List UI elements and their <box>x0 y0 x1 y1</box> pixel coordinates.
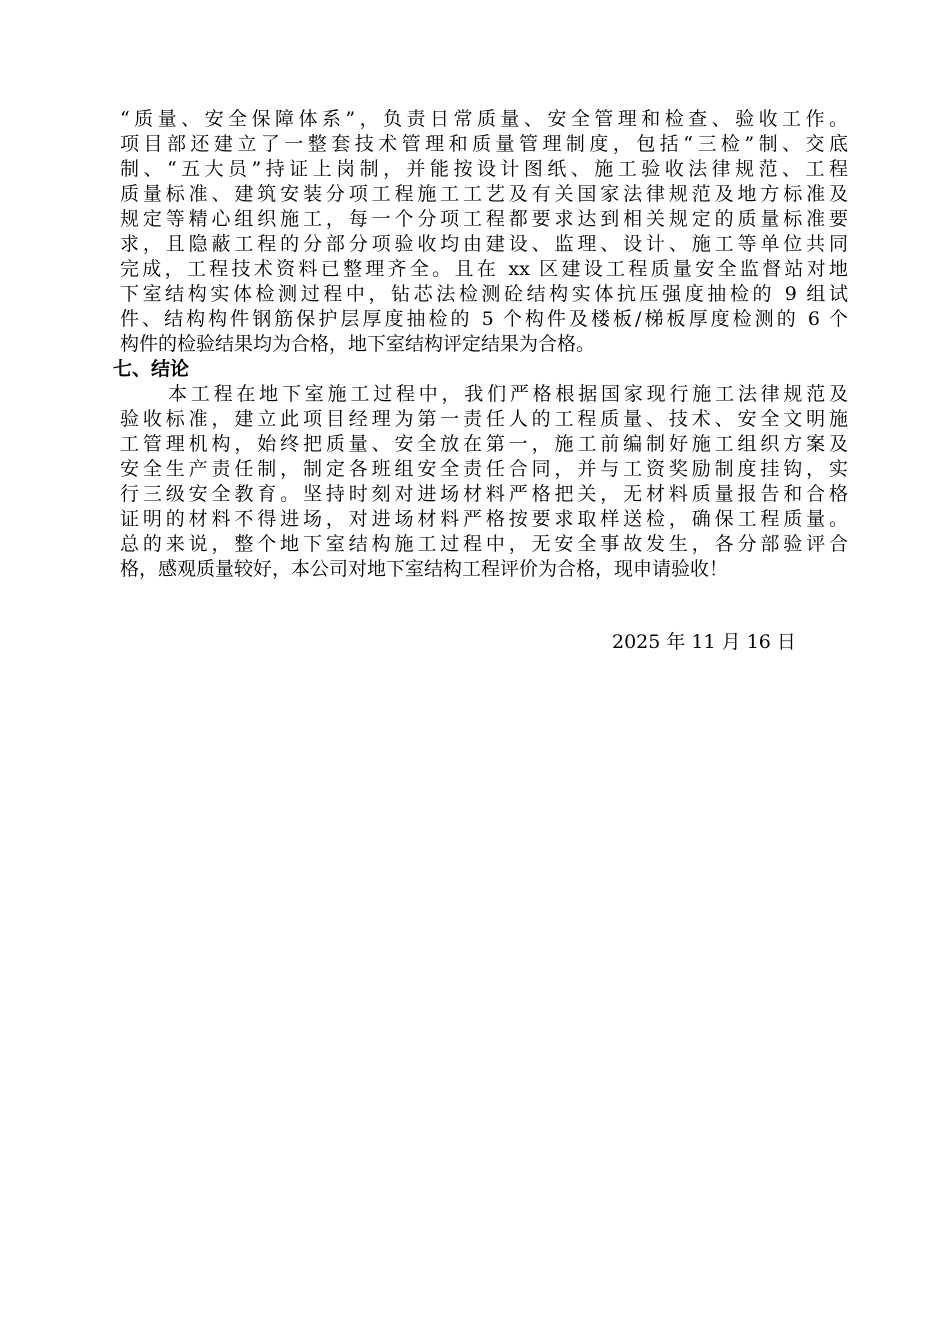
paragraph-line: 工管理机构，始终把质量、安全放在第一，施工前编制好施工组织方案及 <box>120 433 848 455</box>
paragraph-line: 总的来说，整个地下室结构施工过程中，无安全事故发生，各分部验评合 <box>120 533 848 555</box>
paragraph-line: 项目部还建立了一整套技术管理和质量管理制度，包括“三检”制、交底 <box>120 133 848 155</box>
body-paragraph-conclusion <box>120 382 848 582</box>
paragraph-line: 求，且隐蔽工程的分部分项验收均由建设、监理、设计、施工等单位共同 <box>120 233 848 255</box>
paragraph-line: 证明的材料不得进场，对进场材料严格按要求取样送检，确保工程质量。 <box>120 508 848 530</box>
paragraph-line: 行三级安全教育。坚持时刻对进场材料严格把关，无材料质量报告和合格 <box>120 483 848 505</box>
paragraph-line: 质量标准、建筑安装分项工程施工工艺及有关国家法律规范及地方标准及 <box>120 183 848 205</box>
paragraph-line: 完成，工程技术资料已整理齐全。且在 xx 区建设工程质量安全监督站对地 <box>120 258 848 280</box>
paragraph-line: 制、“五大员”持证上岗制，并能按设计图纸、施工验收法律规范、工程 <box>120 158 848 180</box>
paragraph-line: 件、结构构件钢筋保护层厚度抽检的 5 个构件及楼板/梯板厚度检测的 6 个 <box>120 308 848 330</box>
paragraph-line: 验收标准，建立此项目经理为第一责任人的工程质量、技术、安全文明施 <box>120 408 848 430</box>
paragraph-line: 下室结构实体检测过程中，钻芯法检测砼结构实体抗压强度抽检的 9 组试 <box>120 283 848 305</box>
paragraph-line: 规定等精心组织施工，每一个分项工程都要求达到相关规定的质量标准要 <box>120 208 848 230</box>
paragraph-line: 本工程在地下室施工过程中，我们严格根据国家现行施工法律规范及 <box>168 383 848 405</box>
paragraph-line: “质量、安全保障体系”，负责日常质量、安全管理和检查、验收工作。 <box>120 108 848 130</box>
section-heading-conclusion: 七、结论 <box>113 358 190 380</box>
paragraph-line: 格，感观质量较好，本公司对地下室结构工程评价为合格，现申请验收！ <box>120 558 729 580</box>
body-paragraph-quality-system <box>120 107 848 357</box>
document-date: 2025 年 11 月 16 日 <box>612 631 796 653</box>
paragraph-line: 构件的检验结果均为合格，地下室结构评定结果为合格。 <box>120 333 596 355</box>
paragraph-line: 安全生产责任制，制定各班组安全责任合同，并与工资奖励制度挂钩，实 <box>120 458 848 480</box>
